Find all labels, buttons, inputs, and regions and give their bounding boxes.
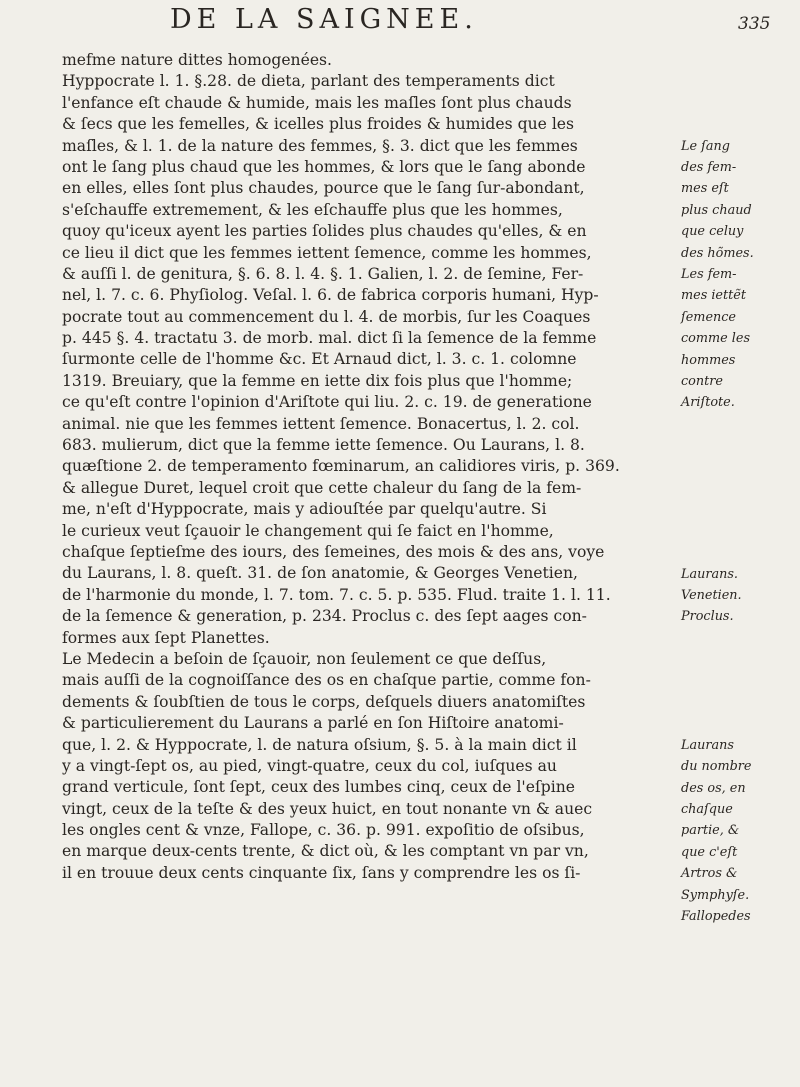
text-line: vingt, ceux de la teſte & des yeux huict, en tout nonante vn & auec [62, 799, 593, 818]
margin-note: Laurans [681, 737, 734, 753]
text-line: l'enfance eſt chaude & humide, mais les maſles ſont plus chauds [62, 93, 572, 112]
text-line: 1319. Breuiary, que la femme en iette dix fois plus que l'homme; [62, 371, 573, 390]
text-line: Hyppocrate l. 1. §.28. de dieta, parlant des temperaments dict [62, 72, 555, 91]
margin-note: contre [681, 374, 723, 389]
margin-note: des os, en [681, 780, 746, 796]
text-line: s'eſchauffe extremement, & les eſchauffe plus que les hommes, [62, 200, 563, 219]
margin-note: que celuy [681, 224, 744, 240]
text-line: du Laurans, l. 8. queſt. 31. de ſon anatomie, & Georges Venetien, [62, 564, 578, 583]
margin-note: mes iettẽt [681, 288, 747, 304]
margin-note: ſemence [681, 309, 736, 325]
text-line: animal. nie que les femmes iettent ſemence. Bonacertus, l. 2. col. [62, 414, 580, 433]
text-line: grand verticule, ſont ſept, ceux des lumbes cinq, ceux de l'eſpine [62, 778, 575, 797]
text-line: ce qu'eſt contre l'opinion d'Ariſtote qui liu. 2. c. 19. de generatione [62, 393, 592, 412]
margin-note: comme les [681, 331, 751, 347]
text-line: il en trouue deux cents cinquante ſix, ſans y comprendre les os ſi- [62, 863, 581, 882]
text-line: chaſque ſeptieſme des iours, des ſemeines, des mois & des ans, voye [62, 542, 605, 561]
margin-note: chaſque [681, 802, 733, 817]
text-line: pocrate tout au commencement du l. 4. de morbis, ſur les Coaques [62, 307, 591, 326]
text-line: p. 445 §. 4. tractatu 3. de morb. mal. dict ſi la ſemence de la femme [62, 329, 597, 348]
text-line: nel, l. 7. c. 6. Phyſiolog. Veſal. l. 6. de fabrica corporis humani, Hyp- [62, 286, 599, 305]
text-line: & particulierement du Laurans a parlé en ſon Hiſtoire anatomi- [62, 714, 564, 733]
text-line: & allegue Duret, lequel croit que cette chaleur du ſang de la fem- [62, 478, 582, 497]
margin-note: plus chaud [681, 202, 752, 218]
margin-note: Artros & [681, 866, 738, 882]
text-line: me, n'eſt d'Hyppocrate, mais y adiouſtée par quelqu'autre. Si [62, 500, 547, 519]
text-line: & auſſi l. de genitura, §. 6. 8. l. 4. §. 1. Galien, l. 2. de ſemine, Fer- [62, 264, 584, 283]
margin-note: Fallopedes [681, 909, 751, 924]
margin-note: Symphyſe. [681, 887, 750, 903]
margin-note: que c'eſt [681, 844, 738, 860]
text-line: que, l. 2. & Hyppocrate, l. de natura oſsium, §. 5. à la main dict il [62, 735, 577, 754]
text-line: mefme nature dittes homogenées. [62, 51, 333, 69]
text-line: 683. mulierum, dict que la femme iette ſemence. Ou Laurans, l. 8. [62, 436, 585, 455]
margin-note: Le ſang [681, 138, 730, 154]
margin-note: du nombre [681, 759, 752, 775]
text-line: quoy qu'iceux ayent les parties ſolides plus chaudes qu'elles, & en [62, 222, 587, 241]
text-line: & ſecs que les femelles, & icelles plus froides & humides que les [62, 115, 575, 134]
text-line: en elles, elles ſont plus chaudes, pource que le ſang ſur-abondant, [62, 179, 585, 198]
text-line: Le Medecin a beſoin de ſçauoir, non ſeulement ce que deſſus, [62, 649, 547, 668]
margin-note: hommes [681, 352, 736, 368]
text-line: maſles, & l. 1. de la nature des femmes, §. 3. dict que les femmes [62, 136, 578, 155]
margin-note: partie, & [681, 823, 740, 839]
text-line: dements & ſoubſtien de tous le corps, deſquels diuers anatomiſtes [62, 692, 586, 711]
running-head: DE LA SAIGNEE. [170, 4, 478, 35]
text-line: y a vingt-ſept os, au pied, vingt-quatre, ceux du col, iuſques au [62, 756, 557, 775]
text-line: en marque deux-cents trente, & dict où, & les comptant vn par vn, [62, 842, 589, 861]
text-line: mais auſſi de la cognoiſſance des os en chaſque partie, comme fon- [62, 671, 591, 690]
text-line: formes aux ſept Planettes. [62, 628, 270, 647]
body-text [62, 50, 680, 884]
text-line: de la ſemence & generation, p. 234. Proclus c. des ſept aages con- [62, 607, 587, 626]
page-number: 335 [738, 14, 771, 34]
text-line: ce lieu il dict que les femmes iettent ſemence, comme les hommes, [62, 243, 592, 262]
margin-note: Proclus. [681, 609, 734, 625]
text-line: les ongles cent & vnze, Fallope, c. 36. p. 991. expoſitio de oſsibus, [62, 821, 585, 840]
margin-note: des hõmes. [681, 245, 754, 261]
margin-note: Venetien. [681, 588, 742, 603]
text-line: ſurmonte celle de l'homme &c. Et Arnaud dict, l. 3. c. 1. colomne [62, 350, 577, 369]
margin-note: des fem- [681, 160, 737, 175]
margin-note: Laurans. [681, 566, 738, 582]
text-line: quæſtione 2. de temperamento fœminarum, an calidiores viris, p. 369. [62, 457, 620, 476]
margin-note: mes eſt [681, 181, 729, 197]
margin-note: Les fem- [681, 267, 737, 282]
margin-note: Ariſtote. [681, 395, 735, 411]
text-line: de l'harmonie du monde, l. 7. tom. 7. c. 5. p. 535. Flud. traite 1. l. 11. [62, 585, 611, 604]
text-line: le curieux veut ſçauoir le changement qui ſe faict en l'homme, [62, 521, 554, 540]
text-line: ont le ſang plus chaud que les hommes, & lors que le ſang abonde [62, 157, 586, 176]
